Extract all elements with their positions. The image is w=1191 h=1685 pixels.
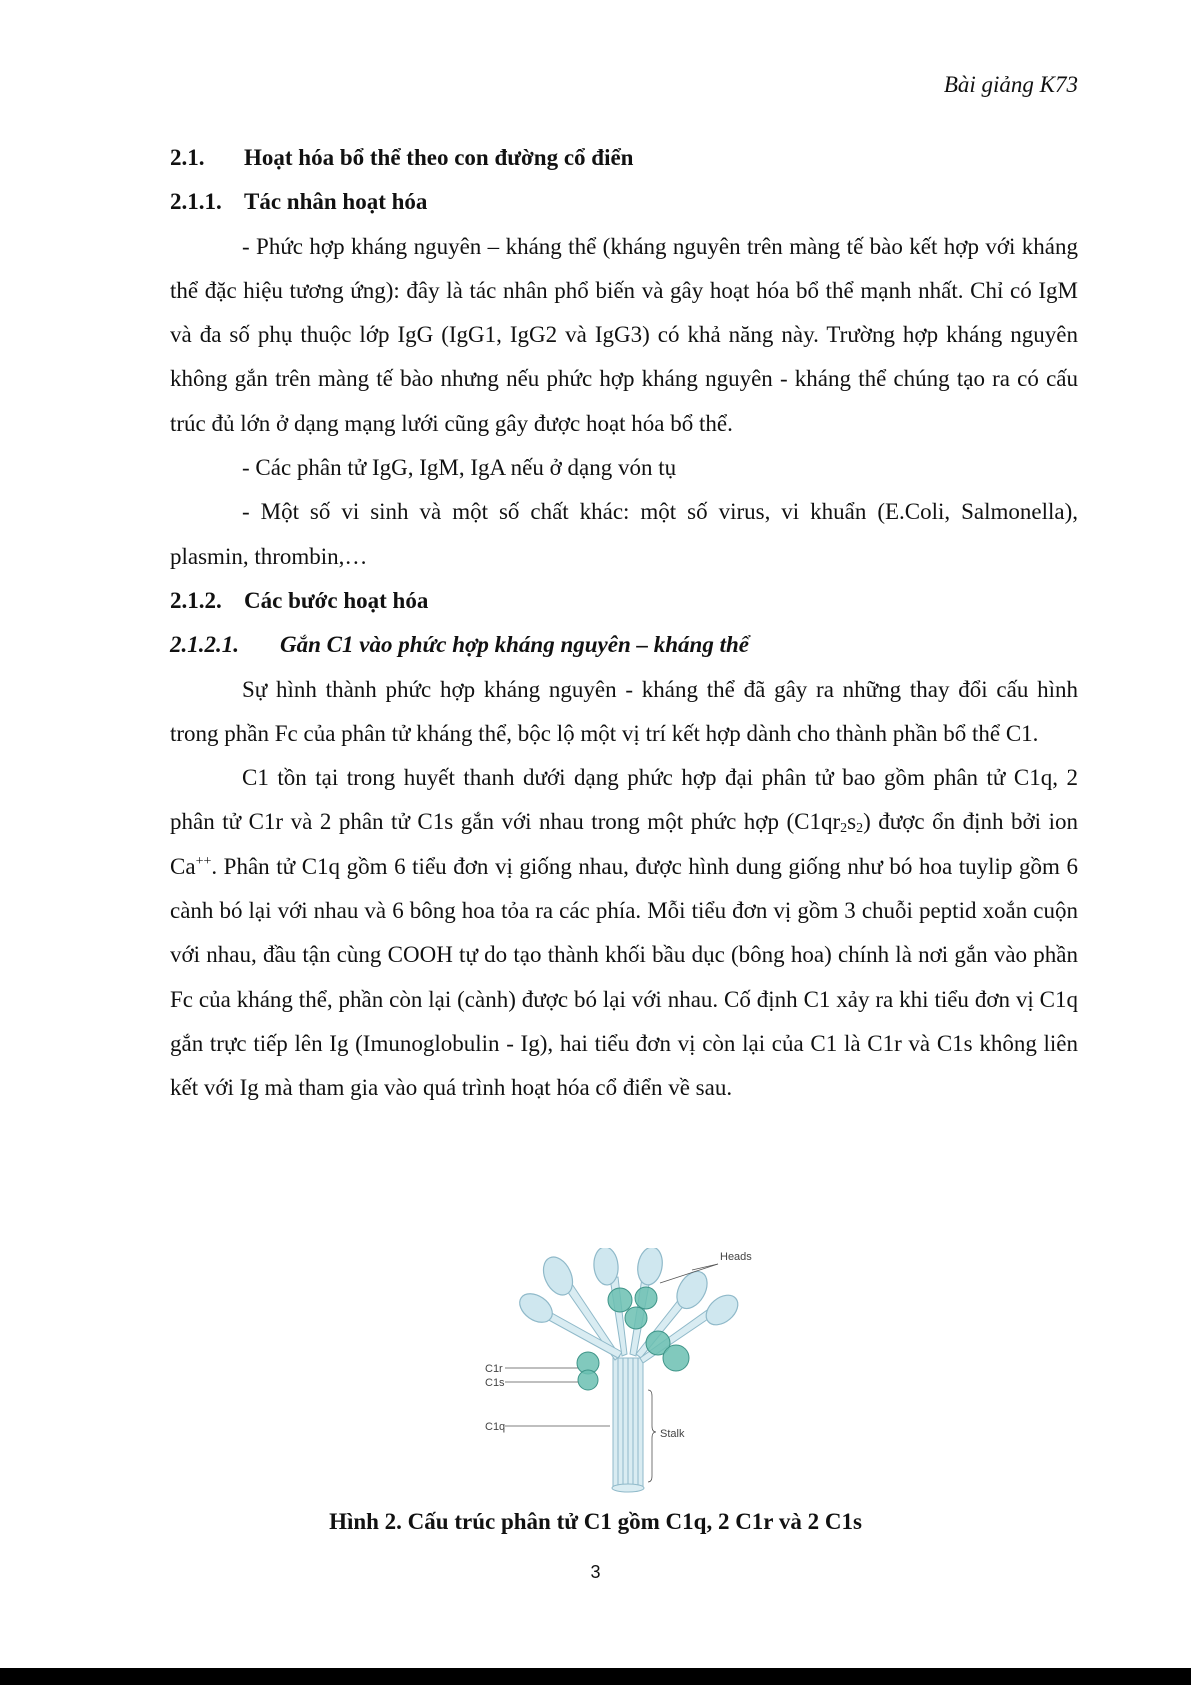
- subsubsection-title: Gắn C1 vào phức hợp kháng nguyên – kháng thể: [280, 632, 749, 658]
- c1-sub-1: 2: [840, 821, 848, 837]
- subsection-heading-1: [170, 180, 1078, 224]
- document-body: [170, 136, 1078, 1111]
- paragraph-microbes: - Một số vi sinh và một số chất khác: một số virus, vi khuẩn (E.Coli, Salmonella), plasmin, thrombin,…: [170, 499, 1078, 569]
- heads-label: Heads: [720, 1251, 752, 1263]
- paragraph-aggregates: - Các phân tử IgG, IgM, IgA nếu ở dạng vón tụ: [242, 455, 677, 481]
- section-title: Hoạt hóa bổ thể theo con đường cổ điển: [244, 145, 634, 170]
- c1-text-a: C1 tồn tại trong huyết thanh dưới dạng phức hợp đại phân tử bao gồm phân tử C1q, 2 phân tử C1r và 2 phân tử C1s gắn với nhau trong một phức hợp (C1qr: [170, 765, 1078, 835]
- c1r-label: C1r: [485, 1363, 503, 1375]
- c1-text-b: s: [847, 809, 857, 835]
- c1q-stalk: [612, 1358, 644, 1492]
- stalk-label: Stalk: [660, 1428, 685, 1440]
- bottom-edge-bar: [0, 1668, 1191, 1685]
- subsection-title-1: Tác nhân hoạt hóa: [244, 189, 428, 215]
- c1-structure-figure: [470, 1248, 770, 1498]
- calcium-superscript: ++: [195, 853, 212, 869]
- page-number: 3: [590, 1562, 601, 1582]
- c1s-label: C1s: [485, 1377, 505, 1389]
- c1-sub-2: 2: [856, 821, 864, 837]
- c1-text-c: ) được ổn định bởi ion Ca: [170, 809, 1078, 879]
- section-number: 2.1.: [170, 145, 205, 170]
- c1-diagram: [470, 1248, 770, 1498]
- paragraph-agents: - Phức hợp kháng nguyên – kháng thể (kháng nguyên trên màng tế bào kết hợp với kháng thể đặc hiệu tương ứng): đây là tác nhân phổ biến và gây hoạt hóa bổ thể mạnh nhất. Chỉ có IgM và đa số phụ thuộc lớp IgG (IgG1, IgG2 và IgG3) có khả năng này. Trường hợp kháng nguyên không gắn trên màng tế bào nhưng nếu phức hợp kháng nguyên - kháng thể chúng tạo ra có cấu trúc đủ lớn ở dạng mạng lưới cũng gây được hoạt hóa bổ thể.: [170, 233, 1078, 436]
- subsubsection-number: 2.1.2.1.: [170, 632, 239, 658]
- page-header: Bài giảng K73: [943, 72, 1078, 97]
- c1q-label: C1q: [485, 1421, 506, 1433]
- paragraph-fc-change: Sự hình thành phức hợp kháng nguyên - kháng thể đã gây ra những thay đổi cấu hình trong phần Fc của phân tử kháng thể, bộc lộ một vị trí kết hợp dành cho thành phần bổ thể C1.: [170, 676, 1078, 746]
- subsection-title-2: Các bước hoạt hóa: [244, 587, 429, 613]
- subsection-number-1: 2.1.1.: [170, 189, 222, 215]
- figure-caption: Hình 2. Cấu trúc phân tử C1 gồm C1q, 2 C1r và 2 C1s: [329, 1509, 862, 1534]
- paragraph-c1-structure: [170, 756, 1078, 1110]
- section-heading: [170, 136, 1078, 180]
- subsection-heading-2: [170, 579, 1078, 623]
- subsection-number-2: 2.1.2.: [170, 587, 222, 613]
- subsubsection-heading: [170, 623, 1078, 667]
- c1-text-d: . Phân tử C1q gồm 6 tiểu đơn vị giống nhau, được hình dung giống như bó hoa tuylip gồm 6 cành bó lại với nhau và 6 bông hoa tỏa ra các phía. Mỗi tiểu đơn vị gồm 3 chuỗi peptid xoắn cuộn với nhau, đầu tận cùng COOH tự do tạo thành khối bầu dục (bông hoa) chính là nơi gắn vào phần Fc của kháng thể, phần còn lại (cành) được bó lại với nhau. Cố định C1 xảy ra khi tiểu đơn vị C1q gắn trực tiếp lên Ig (Imunoglobulin - Ig), hai tiểu đơn vị còn lại của C1 là C1r và C1s không liên kết với Ig mà tham gia vào quá trình hoạt hóa cổ điển về sau.: [170, 853, 1078, 1101]
